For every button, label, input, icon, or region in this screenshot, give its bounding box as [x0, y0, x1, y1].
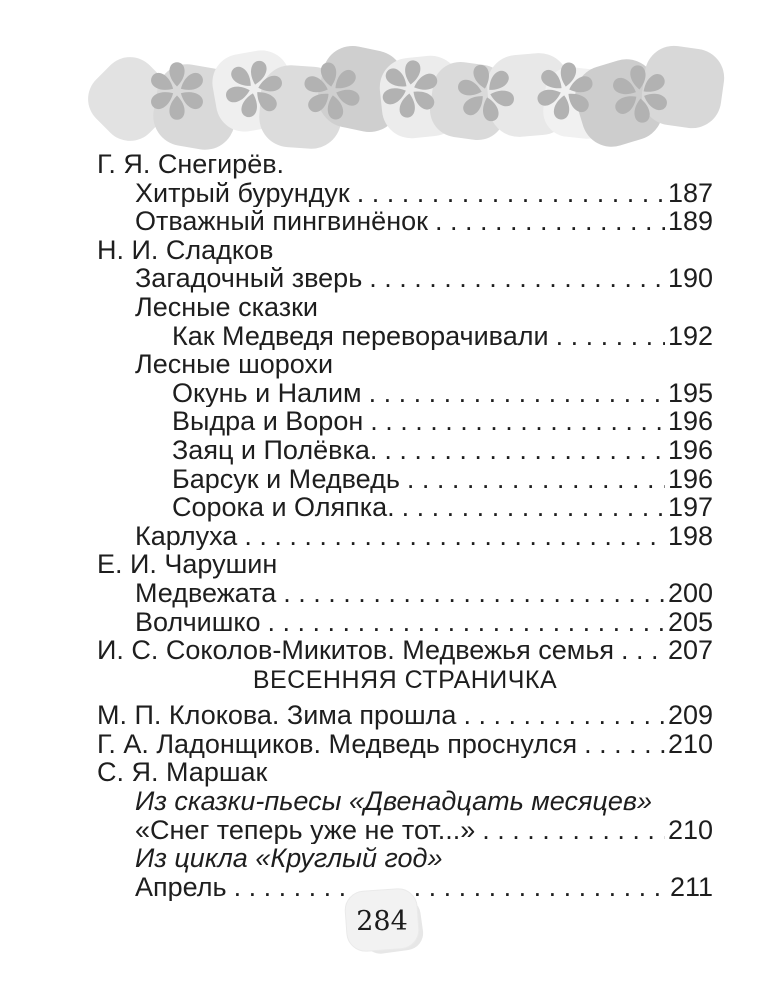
toc-page-number: 189 — [667, 207, 713, 236]
toc-entry — [97, 701, 713, 730]
toc-page-number: 190 — [667, 264, 713, 293]
dot-leader — [369, 264, 665, 293]
toc — [97, 150, 713, 901]
toc-entry — [97, 550, 713, 579]
toc-page-number: 187 — [667, 178, 713, 208]
toc-entry — [97, 608, 713, 637]
toc-entry-title: Окунь и Налим — [172, 378, 362, 408]
toc-entry — [97, 758, 713, 787]
toc-entry-title: Медвежата — [135, 578, 277, 608]
toc-entry-title: Лесные сказки — [135, 292, 318, 322]
dot-leader — [584, 730, 665, 759]
dot-leader — [283, 579, 665, 608]
folio-badge — [0, 882, 768, 962]
dot-leader — [407, 465, 665, 494]
toc-entry-title: Отважный пингвинёнок — [135, 207, 428, 236]
toc-entry-title: Загадочный зверь — [135, 264, 363, 293]
toc-entry — [97, 844, 713, 873]
dot-leader — [268, 608, 665, 637]
toc-page-number: 211 — [669, 872, 713, 902]
toc-page-number: 210 — [667, 815, 713, 845]
toc-entry-title: Е. И. Чарушин — [97, 550, 278, 579]
toc-entry-title: Сорока и Оляпка. — [172, 493, 395, 522]
toc-page-number: 195 — [667, 378, 713, 408]
dot-leader — [621, 636, 665, 665]
dot-leader — [244, 522, 665, 551]
toc-entry — [97, 522, 713, 551]
toc-entry-title: Как Медведя переворачивали — [172, 321, 549, 351]
toc-entry — [97, 636, 713, 665]
toc-entry-title: Карлуха — [135, 521, 238, 551]
toc-entry — [97, 579, 713, 608]
toc-entry-title: Апрель — [135, 872, 227, 902]
toc-entry — [97, 787, 713, 816]
dot-leader — [384, 436, 665, 465]
toc-entry-title: Барсук и Медведь — [172, 464, 400, 494]
toc-entry-title: И. С. Соколов-Микитов. Медвежья семья — [97, 636, 615, 665]
toc-page-number: 192 — [667, 321, 713, 351]
toc-page-number: 209 — [667, 701, 713, 730]
dot-leader — [369, 379, 665, 408]
dot-leader — [435, 207, 665, 236]
toc-entry-title: М. П. Клокова. Зима прошла — [97, 701, 457, 730]
toc-entry-title: Г. А. Ладонщиков. Медведь проснулся — [97, 729, 578, 759]
section-heading: ВЕСЕННЯЯ СТРАНИЧКА — [252, 665, 558, 694]
toc-page-number: 205 — [667, 607, 713, 637]
toc-entry — [97, 816, 713, 845]
folio-number: 284 — [356, 906, 408, 937]
dot-leader — [402, 493, 665, 522]
toc-page-number: 196 — [667, 435, 713, 465]
toc-entry-title: Из цикла «Круглый год» — [135, 844, 443, 873]
toc-entry-title: С. Я. Маршак — [97, 758, 268, 788]
folio-squircle — [338, 882, 430, 962]
toc-page-number: 207 — [667, 636, 713, 665]
toc-page-number: 196 — [667, 407, 713, 436]
toc-entry — [97, 379, 713, 408]
header-decoration — [93, 55, 713, 150]
dot-leader — [463, 701, 664, 730]
toc-page-number: 200 — [667, 578, 713, 608]
toc-entry — [97, 150, 713, 179]
toc-entry-title: «Снег теперь уже не тот...» — [135, 815, 476, 845]
toc-entry — [97, 493, 713, 522]
toc-entry — [97, 207, 713, 236]
toc-entry — [97, 322, 713, 351]
dot-leader — [370, 407, 665, 436]
toc-entry — [97, 179, 713, 208]
toc-page-number: 196 — [667, 464, 713, 494]
toc-page-number: 197 — [667, 493, 713, 522]
dot-leader — [556, 322, 665, 351]
toc-entry-title: Н. И. Сладков — [97, 235, 274, 265]
toc-entry-title: Заяц и Полёвка. — [172, 435, 378, 465]
toc-entry-title: Волчишко — [135, 607, 261, 637]
toc-page-number: 198 — [667, 521, 713, 551]
toc-entry-title: Г. Я. Снегирёв. — [97, 150, 285, 179]
toc-entry-title: Из сказки-пьесы «Двенадцать месяцев» — [135, 787, 652, 816]
toc-entry-title: Хитрый бурундук — [135, 178, 350, 208]
toc-entry — [97, 350, 713, 379]
dot-leader — [357, 179, 665, 208]
dot-leader — [482, 816, 665, 845]
toc-entry — [97, 293, 713, 322]
toc-entry — [97, 264, 713, 293]
toc-entry — [97, 730, 713, 759]
toc-entry-title: Лесные шорохи — [135, 350, 334, 379]
toc-entry — [97, 436, 713, 465]
toc-entry — [97, 407, 713, 436]
toc-entry — [97, 465, 713, 494]
toc-page-number: 210 — [667, 729, 713, 759]
toc-entry-title: Выдра и Ворон — [172, 407, 364, 436]
toc-entry — [97, 236, 713, 265]
